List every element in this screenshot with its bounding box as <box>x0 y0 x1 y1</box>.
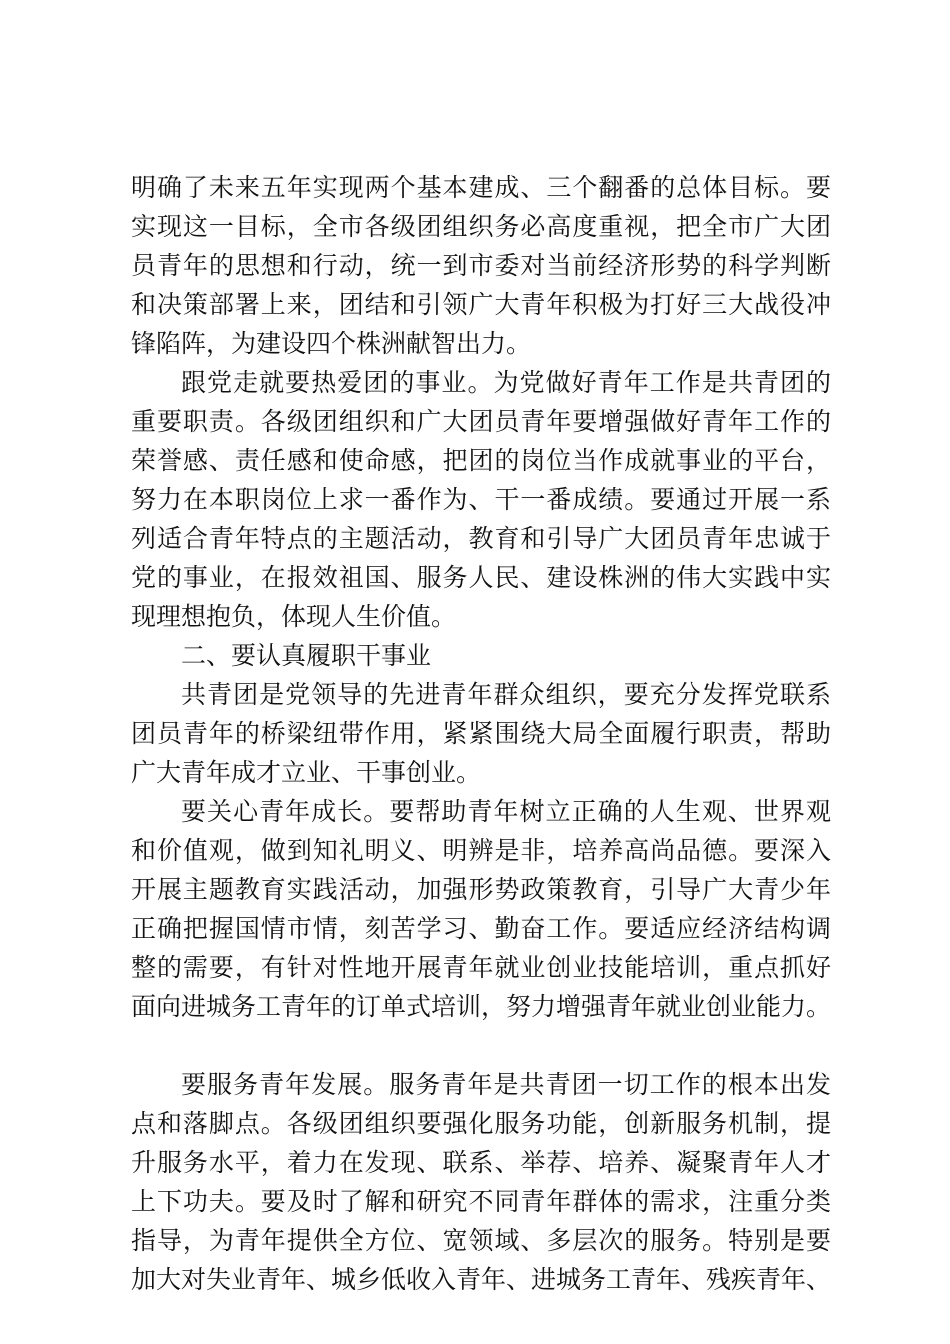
text-line: 锋陷阵，为建设四个株洲献智出力。 <box>131 329 532 358</box>
text-line: 和价值观，做到知礼明义、明辨是非，培养高尚品德。要深入 <box>131 836 831 865</box>
text-line: 重要职责。各级团组织和广大团员青年要增强做好青年工作的 <box>131 407 831 436</box>
text-line: 上下功夫。要及时了解和研究不同青年群体的需求，注重分类 <box>131 1187 831 1216</box>
text-line: 团员青年的桥梁纽带作用，紧紧围绕大局全面履行职责，帮助 <box>131 719 831 748</box>
text-line: 和决策部署上来，团结和引领广大青年积极为打好三大战役冲 <box>131 290 831 319</box>
text-line: 党的事业，在报效祖国、服务人民、建设株洲的伟大实践中实 <box>131 563 831 592</box>
text-line: 加大对失业青年、城乡低收入青年、进城务工青年、残疾青年、 <box>131 1265 832 1294</box>
paragraph-first-line: 跟党走就要热爱团的事业。为党做好青年工作是共青团的 <box>181 368 831 397</box>
paragraph-first-line: 要关心青年成长。要帮助青年树立正确的人生观、世界观 <box>181 797 831 826</box>
paragraph-first-line: 共青团是党领导的先进青年群众组织，要充分发挥党联系 <box>181 680 831 709</box>
text-line: 整的需要，有针对性地开展青年就业创业技能培训，重点抓好 <box>131 953 831 982</box>
text-line: 荣誉感、责任感和使命感，把团的岗位当作成就事业的平台， <box>131 446 831 475</box>
text-line: 广大青年成才立业、干事创业。 <box>131 758 482 787</box>
text-line: 实现这一目标，全市各级团组织务必高度重视，把全市广大团 <box>131 212 831 241</box>
text-line: 努力在本职岗位上求一番作为、干一番成绩。要通过开展一系 <box>131 485 831 514</box>
text-line: 员青年的思想和行动，统一到市委对当前经济形势的科学判断 <box>131 251 831 280</box>
section-heading: 二、要认真履职干事业 <box>181 641 432 670</box>
text-line: 点和落脚点。各级团组织要强化服务功能，创新服务机制，提 <box>131 1109 831 1138</box>
paragraph-first-line: 要服务青年发展。服务青年是共青团一切工作的根本出发 <box>181 1070 831 1099</box>
text-line: 升服务水平，着力在发现、联系、举荐、培养、凝聚青年人才 <box>131 1148 831 1177</box>
text-line: 正确把握国情市情，刻苦学习、勤奋工作。要适应经济结构调 <box>131 914 831 943</box>
text-line: 指导，为青年提供全方位、宽领域、多层次的服务。特别是要 <box>131 1226 831 1255</box>
text-line: 明确了未来五年实现两个基本建成、三个翻番的总体目标。要 <box>131 173 831 202</box>
text-line: 面向进城务工青年的订单式培训，努力增强青年就业创业能力。 <box>131 992 832 1021</box>
text-line: 列适合青年特点的主题活动，教育和引导广大团员青年忠诚于 <box>131 524 831 553</box>
text-line: 开展主题教育实践活动，加强形势政策教育，引导广大青少年 <box>131 875 831 904</box>
text-line: 现理想抱负，体现人生价值。 <box>131 602 457 631</box>
